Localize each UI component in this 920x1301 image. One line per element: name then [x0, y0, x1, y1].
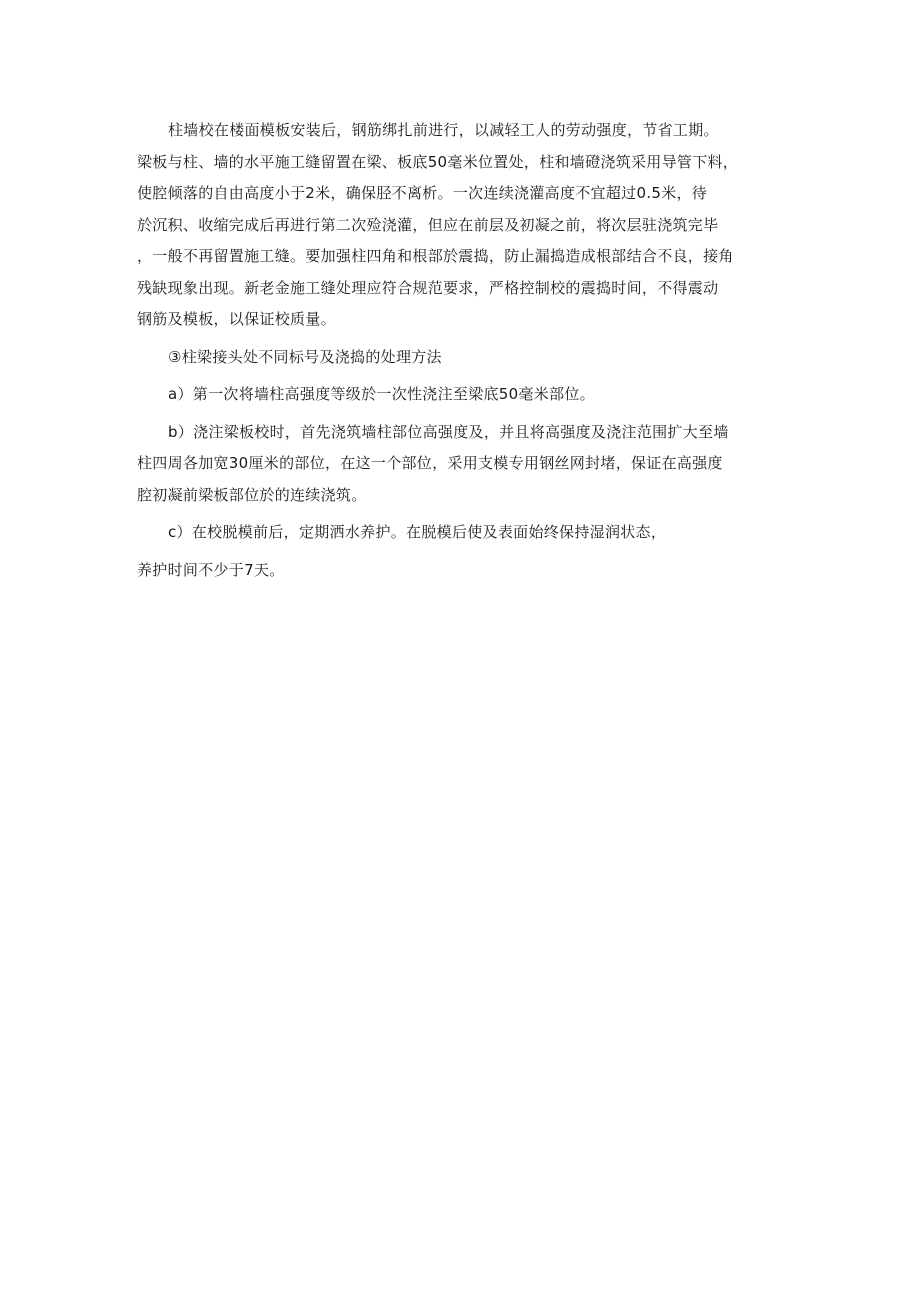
paragraph-line: 梁板与柱、墙的水平施工缝留置在梁、板底50毫米位置处，柱和墙磴浇筑采用导管下料，	[137, 152, 739, 171]
item-c-continuation	[137, 555, 792, 587]
paragraph-line: 使腔倾落的自由高度小于2米，确保胫不离析。一次连续浇灌高度不宜超过0.5米，待	[137, 184, 708, 202]
paragraph-line: 残缺现象出现。新老金施工缝处理应符合规范要求，严格控制校的震捣时间，不得震动	[137, 278, 719, 297]
paragraph-line: 柱四周各加宽30厘米的部位，在这一个部位，采用支模专用钢丝网封堵，保证在高强度	[137, 454, 723, 472]
paragraph-line: 柱墙校在楼面模板安装后，钢筋绑扎前进行，以减轻工人的劳动强度，节省工期。	[168, 121, 719, 139]
item-b	[137, 417, 792, 512]
paragraph-line: 於沉积、收缩完成后再进行第二次殓浇灌，但应在前层及初凝之前，将次层驻浇筑完毕	[137, 215, 719, 234]
paragraph-construction-joints	[137, 115, 792, 336]
heading-text: ③柱梁接头处不同标号及浇捣的处理方法	[168, 347, 442, 366]
item-a	[137, 379, 792, 411]
paragraph-line: 钢筋及模板，以保证校质量。	[137, 310, 336, 328]
item-c-text: c）在校脱模前后，定期洒水养护。在脱模后使及表面始终保持湿润状态，	[168, 523, 667, 541]
section-heading-column-beam-joint	[137, 342, 792, 374]
item-c-tail-text: 养护时间不少于7天。	[137, 560, 285, 579]
item-c	[137, 517, 792, 549]
paragraph-line: ，一般不再留置施工缝。要加强柱四角和根部於震捣，防止漏捣造成根部结合不良，接角	[137, 247, 734, 265]
document-body	[137, 115, 792, 586]
paragraph-line: 腔初凝前梁板部位於的连续浇筑。	[137, 485, 367, 504]
item-a-text: a）第一次将墙柱高强度等级於一次性浇注至梁底50毫米部位。	[168, 385, 595, 403]
paragraph-line: b）浇注梁板校时，首先浇筑墙柱部位高强度及，并且将高强度及浇注范围扩大至墙	[168, 422, 729, 441]
